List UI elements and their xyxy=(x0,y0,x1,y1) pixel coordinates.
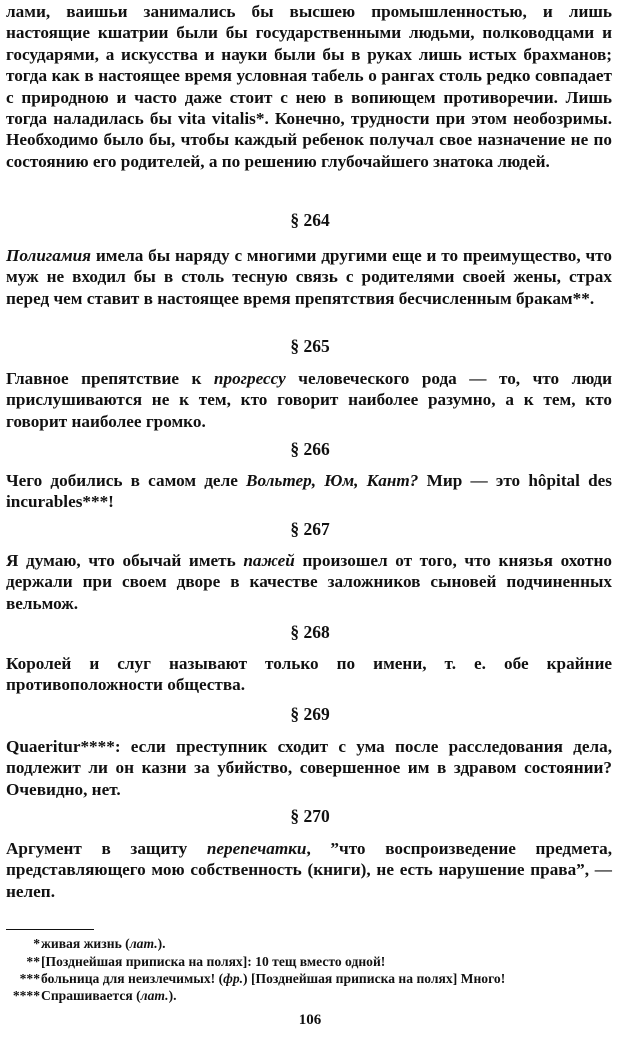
footnote-italic: фр. xyxy=(223,971,244,986)
paragraph-266 xyxy=(6,470,612,513)
paragraph-text: человеческого рода — то, что люди прислушиваются не к тем, кто говорит наиболее разумно, а к тем, кто говорит наиболее громко. xyxy=(6,369,613,431)
paragraph-text: , ”что воспроизведение предмета, представляющего мою собственность (книги), не есть нарушение права”, — нелеп. xyxy=(6,839,612,901)
paragraph-text: произошел от того, что князья охотно держали при своем дворе в качестве заложников сыновей подчиненных вельмож. xyxy=(6,551,612,613)
paragraph-267 xyxy=(6,550,612,614)
paragraph-269: Quaeritur****: если преступник сходит с ума после расследования дела, подлежит ли он казни за убийство, совершенное им в здравом состоянии? Очевидно, нет. xyxy=(6,737,612,799)
italic-term: перепечатки xyxy=(206,839,307,858)
footnote-1 xyxy=(0,936,620,952)
section-heading-270: § 270 xyxy=(290,806,330,826)
footnote-3 xyxy=(0,971,620,987)
footnote-marker: *** xyxy=(19,971,40,986)
footnote-divider xyxy=(6,929,94,930)
section-heading-266: § 266 xyxy=(290,439,330,459)
paragraph-text: Главное препятствие к xyxy=(6,369,214,388)
section-heading-265: § 265 xyxy=(290,336,330,356)
paragraph-264 xyxy=(6,245,612,309)
footnote-italic: лат. xyxy=(129,936,158,951)
footnote-text: ) [Позднейшая приписка на полях] Много! xyxy=(243,971,506,986)
paragraph-text: Аргумент в защиту xyxy=(6,839,207,858)
paragraph-text: Мир — это hôpital des incurables***! xyxy=(6,471,612,512)
paragraph-text: имела бы наряду с многими другими еще и то преимущество, что муж не входил бы в столь тесную связь с родителями своей жены, страх перед чем ставит в настоящее время препятствия бесчисленным бракам**. xyxy=(6,246,612,308)
footnote-marker: ** xyxy=(26,954,40,969)
footnote-text: ). xyxy=(157,936,166,951)
footnote-italic: лат. xyxy=(140,988,169,1003)
section-heading-267: § 267 xyxy=(290,519,330,539)
page-number: 106 xyxy=(298,1012,322,1028)
footnote-text: Спрашивается ( xyxy=(41,988,141,1003)
paragraph-263-continuation: лами, ваишьи занимались бы высшею промышленностью, и лишь настоящие кшатрии были бы государственными людьми, полководцами и государями, а искусства и науки были бы в руках лишь истых брахманов; тогда как в настоящее время условная табель о рангах столь редко совпадает с природною и часто даже стоит с нею в вопиющем противоречии. Лишь тогда наладилась бы vita vitalis*. Конечно, трудности при этом необозримы. Необходимо было бы, чтобы каждый ребенок получал свое назначение не по состоянию его родителей, а по решению глубочайшего знатока людей. xyxy=(6,2,612,171)
paragraph-text: Чего добились в самом деле xyxy=(6,471,247,490)
footnote-text: [Позднейшая приписка на полях]: 10 тещ вместо одной! xyxy=(41,954,386,969)
footnote-text: ). xyxy=(168,988,177,1003)
paragraph-270 xyxy=(6,838,612,902)
italic-term: пажей xyxy=(243,551,295,570)
paragraph-text: Я думаю, что обычай иметь xyxy=(6,551,244,570)
italic-term: прогрессу xyxy=(213,369,286,388)
footnote-text: больница для неизлечимых! ( xyxy=(41,971,224,986)
footnote-2 xyxy=(0,954,620,970)
footnote-text: живая жизнь ( xyxy=(41,936,130,951)
footnote-marker: **** xyxy=(12,988,40,1003)
paragraph-268: Королей и слуг называют только по имени, т. е. обе крайние противоположности общества. xyxy=(6,654,612,695)
paragraph-265 xyxy=(6,368,612,432)
section-heading-264: § 264 xyxy=(290,210,330,230)
italic-term: Полигамия xyxy=(6,246,92,265)
section-heading-268: § 268 xyxy=(290,622,330,642)
footnote-4 xyxy=(0,988,620,1004)
section-heading-269: § 269 xyxy=(290,704,330,724)
footnote-marker: * xyxy=(33,936,40,951)
italic-term: Вольтер, Юм, Кант? xyxy=(246,471,419,490)
